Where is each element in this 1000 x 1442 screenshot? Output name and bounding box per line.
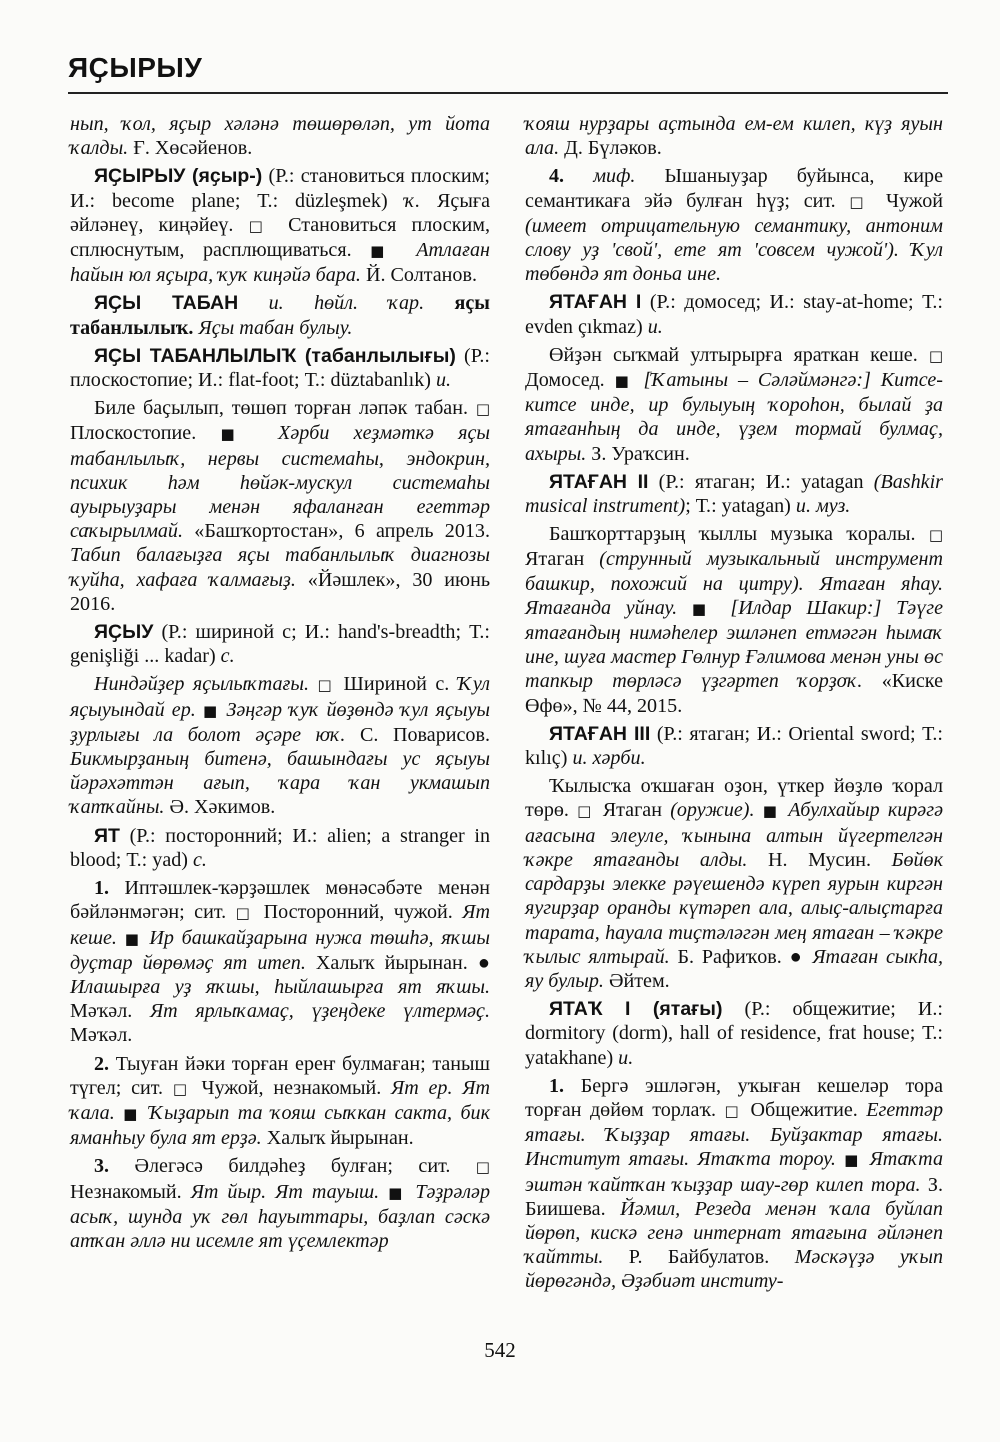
header-rule bbox=[68, 92, 948, 94]
headword: ЯТ bbox=[94, 824, 120, 847]
sense-3: 3. Әлегәсә билдәһеҙ булған; сит. □ Незнакомый. Ят йыр. Ят тауыш. ■ Тәҙрәләр асыҡ, шунда уҡ гөл һауыттары, баҙлап сәскә атҡан әллә ни исемле ят үҫемлектәр bbox=[70, 1155, 490, 1252]
square-icon: □ bbox=[475, 400, 490, 419]
square-icon: □ bbox=[475, 1158, 490, 1177]
headword: ЯҪЫУ bbox=[94, 621, 154, 644]
black-square-icon: ■ bbox=[844, 1151, 862, 1170]
square-icon: □ bbox=[849, 192, 873, 211]
black-square-icon: ■ bbox=[124, 929, 142, 948]
entry-yasyu: ЯҪЫУ (Р.: шириной с; И.: hand's-breadth; Т.: genişliği ... kadar) с. bbox=[70, 621, 490, 668]
square-icon: □ bbox=[928, 526, 943, 545]
entry-yatak-1: ЯТАҠ I (ятағы) (Р.: общежитие; И.: dormitory (dorm), hall of residence, frat house; Т.: yatakhane) и. bbox=[525, 998, 943, 1069]
sense-1: 1. Бергә эшләгән, уҡыған кешеләр тора торған дөйөм торлаҡ. □ Общежитие. Егеттәр ятағы. Ҡыҙҙар ятағы. Буйҙактар ятағы. Институт ятағы. Ятаҡта тороу. ■ Ятаҡта эштән ҡайтҡан ҡыҙҙар шау-гөр килеп тора. З. Биишева. Йәмил, Резеда менән ҡала буйлап йөрөп, кискә генә интернат ятағына әйләнеп ҡайтты. Р. Байбулатов. Мәскәүҙә уҡып йөрөгәндә, Әҙәбиәт институ- bbox=[525, 1074, 943, 1293]
square-icon: □ bbox=[248, 216, 273, 235]
entry-continuation: ҡояш нурҙары аҫтында ем-ем килеп, күҙ яуын ала. Д. Бүләков. bbox=[525, 113, 943, 160]
black-square-icon: ■ bbox=[370, 242, 398, 261]
square-icon: □ bbox=[928, 346, 944, 365]
sense-4: 4. миф. Ышаныуҙар буйынса, кире семантикаға эйә булған һүҙ; сит. □ Чужой (имеет отрицательную семантику, антоним слову уҙ 'свой', ете ят 'совсем чужой'). Ҡул төбөндә ят доньа ине. bbox=[525, 165, 944, 286]
entry-yatagan-3: ЯТАҒАН III (Р.: ятаган; И.: Oriental sword; Т.: kılıç) и. хәрби. bbox=[525, 722, 944, 770]
black-square-icon: ■ bbox=[202, 701, 220, 720]
entry-body: Ниндәйҙер яҫылыҡтағы. □ Шириной с. Ҡул яҫыуындай ер. ■ Зәңгәр ҡуҡ йөҙөндә ҡул яҫыуы ҙурлығы ла болот әҫәре юҡ. С. Поварисов. Бикмырҙаның битенә, башындағы ус яҫыуы йәрәхәттән ағып, ҡара ҡан укмашып ҡатҡайны. Ә. Хәкимов. bbox=[70, 673, 490, 819]
entry-continuation: нып, ҡол, яҫыр хәләнә төшөрөләп, ут йота ҡалды. Ғ. Хөсәйенов. bbox=[70, 113, 490, 160]
black-square-icon: ■ bbox=[691, 599, 716, 618]
headword: ЯТАҒАН III bbox=[549, 722, 651, 745]
entry-body: Биле баҫылып, төшөп торған ләпәк табан. □ Плоскостопие. ■ Хәрби хеҙмәткә яҫы табанлылыҡ, нервы системаһы, эндокрин, психик һәм һөйәк-мускул системаһы ауырыуҙары менән яфаланған егеттәр саҡырылмай. «Башҡортостан», 6 апрель 2013. Табип балағыҙға яҫы табанлылыҡ диагнозы ҡуйһа, хафаға ҡалмағыҙ. «Йәшлек», 30 июнь 2016. bbox=[70, 397, 491, 615]
entry-body: Башҡорттарҙың ҡыллы музыка ҡоралы. □ Ятаган (струнный музыкальный инструмент башкир, похожий на цитру). Ятаған яһау. Ятағанда уйнау. ■ [Илдар Шакир:] Тәүге ятағандың нимәһелер эшләнеп етмәгән һымаҡ ине, шуға мастер Гөлнур Ғәлимова менән уны өс тапкыр төрләсә үҙгәртеп ҡорҙоҡ. «Киске Өфө», № 44, 2015. bbox=[525, 523, 944, 717]
headword: ЯТАҠ I (ятағы) bbox=[549, 998, 723, 1021]
entry-yasyryu: ЯҪЫРЫУ (яҫыр-) (Р.: становиться плоским; И.: become plane; Т.: düzleşmek) ҡ. Яҫыға әйләнеү, киңәйеү. □ Становиться плоским, сплюснутым, расплющиваться. ■ Атлаған һайын юл яҫыра, ҡуҡ киңәйә бара. Й. Солтанов. bbox=[70, 165, 490, 287]
right-column bbox=[525, 112, 943, 1298]
left-column bbox=[70, 112, 490, 1257]
running-header: ЯҪЫРЫУ bbox=[68, 52, 203, 83]
black-square-icon: ■ bbox=[388, 1183, 407, 1202]
entry-body: Ҡылысҡа оҡшаған оҙон, үткер йөҙлө ҡорал төрө. □ Ятаган (оружие). ■ Абулхайыр кирәгә ағасына элеуле, ҡынына алтын йүгертелгән ҡәкре ятағанды алды. Н. Мусин. Бөйөк сардарҙы элекке рәүешендә күреп яурын киргән яугирҙар оранды күтәреп ала, алыҫ-алыҫтарға тарата, һауала тиҫтәләгән мең ятаған – ҡәкре ҡылыс ялтырай. Б. Рафиҡов. ● Ятаған сыкһа, яу булыр. Әйтем. bbox=[525, 775, 944, 992]
square-icon: □ bbox=[577, 802, 595, 821]
square-icon: □ bbox=[317, 676, 336, 695]
square-icon: □ bbox=[172, 1079, 192, 1098]
black-square-icon: ■ bbox=[762, 802, 781, 821]
black-square-icon: ■ bbox=[123, 1104, 141, 1123]
headword: ЯҪЫ ТАБАНЛЫЛЫҠ (табанлылығы) bbox=[94, 344, 456, 367]
black-square-icon: ■ bbox=[220, 425, 254, 444]
entry-yasy-tabanlylyk: ЯҪЫ ТАБАНЛЫЛЫҠ (табанлылығы) (Р.: плоскостопие; И.: flat-foot; Т.: düztabanlık) и. bbox=[70, 344, 490, 392]
entry-yasy-taban: ЯҪЫ ТАБАН и. һөйл. ҡар. яҫы табанлылыҡ. Яҫы табан булыу. bbox=[70, 292, 490, 339]
page-number: 542 bbox=[484, 1338, 516, 1362]
bullet-icon: ● bbox=[477, 951, 490, 974]
sense-2: 2. Тыуған йәки торған ереҥ булмаған; таныш түгел; сит. □ Чужой, незнакомый. Ят ер. Ят ҡала. ■ Ҡыҙарып та ҡояш сыҡкан сакта, бик яманһыу була ят ерҙә. Халыҡ йырынан. bbox=[70, 1052, 490, 1150]
headword: ЯҪЫРЫУ (яҫыр-) bbox=[94, 165, 263, 188]
bullet-icon: ● bbox=[789, 945, 805, 968]
headword: ЯҪЫ ТАБАН bbox=[94, 292, 239, 315]
square-icon: □ bbox=[235, 904, 255, 923]
entry-yatagan-1: ЯТАҒАН I (Р.: домосед; И.: stay-at-home; Т.: evden çıkmaz) и. bbox=[525, 291, 943, 338]
entry-body: Өйҙән сыҡмай ултырырға яраткан кеше. □ Домосед. ■ [Ҡатыны – Сәләймәнгә:] Китсе-китсе инде, ир булыуың ҡороһон, былай ҙа ятағанһың да инде, үҙем тормай булмаҫ, ахыры. З. Ураҡсин. bbox=[525, 343, 944, 465]
black-square-icon: ■ bbox=[614, 372, 634, 391]
square-icon: □ bbox=[724, 1101, 743, 1120]
headword: ЯТАҒАН I bbox=[549, 291, 642, 314]
entry-yatagan-2: ЯТАҒАН II (Р.: ятаган; И.: yatagan (Bashkir musical instrument); Т.: yatagan) и. муз. bbox=[525, 470, 943, 518]
sense-1: 1. Иптәшлек-ҡәрҙәшлек мөнәсәбәте менән бәйләнмәгән; сит. □ Посторонний, чужой. Ят кеше. ■ Ир башкайҙарына нужа төшһә, яҡшы дуҫтар йөрөмәҫ ят итеп. Халыҡ йырынан. ● Илашырға уҙ яҡшы, һыйлашырға ят яҡшы. Мәҡәл. Ят ярлыҡамаҫ, үҙеңдеке үлтермәҫ. Мәҡәл. bbox=[70, 877, 490, 1047]
entry-yat: ЯТ (Р.: посторонний; И.: alien; a stranger in blood; Т.: yad) с. bbox=[70, 824, 490, 871]
headword: ЯТАҒАН II bbox=[549, 470, 649, 493]
